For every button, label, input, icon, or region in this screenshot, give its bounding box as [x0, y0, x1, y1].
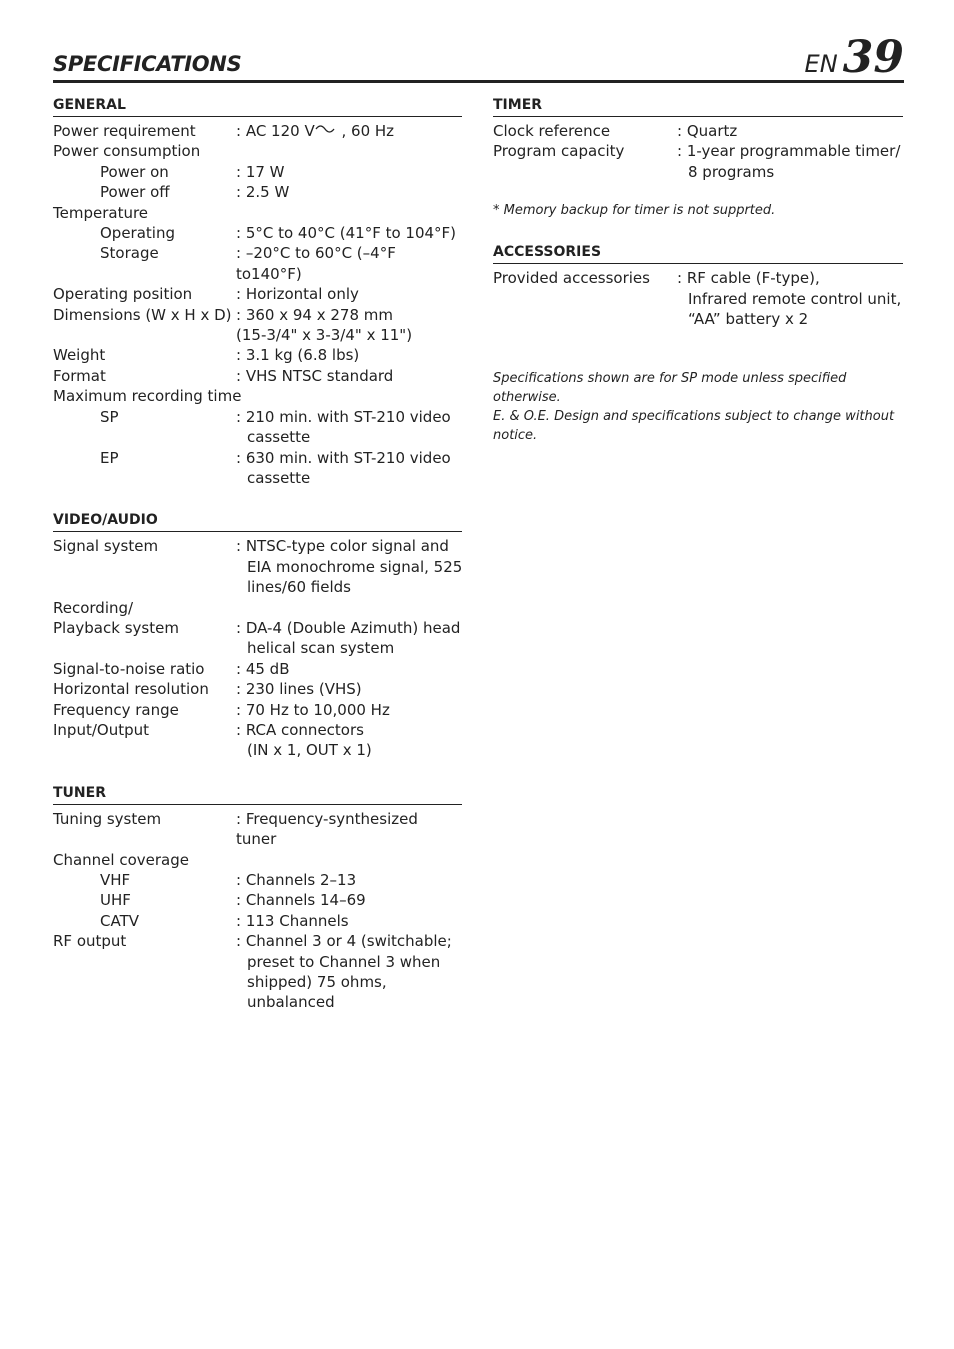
spec-label: Recording/ [53, 598, 134, 617]
spec-value: : 5°C to 40°C (41°F to 104°F) [236, 224, 457, 243]
spec-row [53, 243, 462, 284]
spec-notes [493, 369, 903, 445]
spec-value: : RF cable (F-type), Infrared remote control unit, “AA” battery x 2 [677, 269, 902, 329]
spec-row [53, 121, 462, 141]
spec-value: : 210 min. with ST-210 video cassette [236, 407, 451, 447]
spec-label: Channel coverage [53, 850, 189, 869]
spec-label: Tuning system [53, 809, 162, 828]
spec-value: : Horizontal only [236, 285, 359, 304]
spec-label: Power requirement [53, 122, 196, 140]
spec-row [53, 386, 462, 406]
spec-label: UHF [100, 891, 131, 910]
spec-value: : VHS NTSC standard [236, 366, 394, 385]
spec-label: VHF [100, 871, 131, 889]
spec-label: Operating position [53, 285, 193, 304]
spec-value: : Frequency-synthesized tuner [236, 809, 418, 849]
spec-label: Signal-to-noise ratio [53, 659, 205, 678]
right-column [493, 96, 903, 445]
spec-row [53, 679, 462, 699]
spec-value: : Quartz [677, 122, 738, 140]
general-section [53, 96, 462, 488]
video-audio-heading: VIDEO/AUDIO [53, 511, 462, 532]
spec-value: : NTSC-type color signal and EIA monochrome signal, 525 lines/60 fields [236, 537, 463, 597]
spec-row [53, 141, 462, 161]
spec-row [53, 850, 462, 870]
spec-label: Signal system [53, 537, 159, 556]
spec-row [53, 182, 462, 202]
spec-value: : Channels 14–69 [236, 891, 366, 910]
spec-row [53, 720, 462, 761]
spec-label: Playback system [53, 618, 179, 637]
spec-label: Horizontal resolution [53, 680, 209, 699]
spec-value: : AC 120 V , 60 Hz [236, 122, 395, 140]
spec-value: : 230 lines (VHS) [236, 680, 362, 699]
spec-row [53, 203, 462, 223]
left-column [53, 96, 462, 1036]
page-number-block [804, 32, 904, 83]
spec-label: Clock reference [493, 122, 611, 140]
spec-label: Program capacity [493, 142, 625, 161]
video-audio-section [53, 511, 462, 760]
spec-row [53, 536, 462, 597]
spec-value: : 630 min. with ST-210 video cassette [236, 448, 451, 487]
spec-row [53, 366, 462, 386]
timer-heading: TIMER [493, 96, 903, 117]
tuner-heading: TUNER [53, 784, 462, 805]
spec-row [53, 911, 462, 931]
language-code: EN [804, 50, 838, 78]
page-header [53, 34, 904, 83]
timer-note: * Memory backup for timer is not supprted. [493, 203, 776, 219]
spec-row [493, 121, 903, 141]
spec-value: : DA-4 (Double Azimuth) head helical scan system [236, 618, 461, 658]
spec-value: : 360 x 94 x 278 mm (15-3/4" x 3-3/4" x 11") [236, 305, 413, 345]
spec-value: : Channels 2–13 [236, 871, 357, 889]
spec-label: RF output [53, 932, 127, 951]
accessories-heading: ACCESSORIES [493, 243, 903, 264]
spec-row [493, 268, 903, 329]
spec-row [53, 162, 462, 182]
page-number: 39 [842, 32, 904, 83]
spec-value: : 70 Hz to 10,000 Hz [236, 700, 390, 719]
spec-row [53, 931, 462, 1013]
spec-row [53, 284, 462, 304]
timer-section [493, 96, 903, 220]
general-heading: GENERAL [53, 96, 462, 117]
spec-row [53, 223, 462, 243]
ac-wave-icon [315, 121, 337, 141]
spec-row [53, 345, 462, 365]
spec-label: Power off [100, 183, 170, 202]
spec-label: Operating [100, 224, 175, 243]
spec-value: : 1-year programmable timer/ 8 programs [677, 142, 901, 181]
spec-label: Power on [100, 162, 169, 181]
spec-value: : RCA connectors (IN x 1, OUT x 1) [236, 720, 372, 760]
note-line: otherwise. [493, 390, 561, 406]
spec-label: Dimensions (W x H x D) [53, 305, 232, 324]
spec-value: : 17 W [236, 162, 285, 181]
spec-row [53, 305, 462, 346]
note-line: notice. [493, 428, 538, 444]
spec-label: Frequency range [53, 700, 179, 719]
spec-value: : 2.5 W [236, 183, 290, 202]
spec-row [53, 870, 462, 890]
spec-value: : 3.1 kg (6.8 lbs) [236, 346, 360, 365]
tuner-section [53, 784, 462, 1013]
note-line: Specifications shown are for SP mode unless specified [493, 371, 847, 387]
spec-row [53, 809, 462, 850]
spec-row [493, 141, 903, 182]
spec-label: Provided accessories [493, 269, 650, 288]
spec-label: Format [53, 366, 106, 385]
note-line: E. & O.E. Design and specifications subject to change without [493, 409, 895, 425]
spec-row [53, 448, 462, 489]
spec-row [53, 598, 462, 618]
spec-label: CATV [100, 911, 139, 930]
spec-row [53, 700, 462, 720]
spec-label: Maximum recording time [53, 387, 242, 406]
spec-row [53, 659, 462, 679]
spec-label: Temperature [53, 203, 149, 222]
spec-value: : –20°C to 60°C (–4°F to140°F) [236, 244, 396, 283]
spec-row [53, 618, 462, 659]
spec-label: SP [100, 407, 119, 426]
spec-value: : Channel 3 or 4 (switchable; preset to Channel 3 when shipped) 75 ohms, unbalanced [236, 932, 452, 1012]
spec-label: Power consumption [53, 142, 201, 161]
spec-value: : 113 Channels [236, 911, 349, 930]
spec-row [53, 407, 462, 448]
spec-value: : 45 dB [236, 659, 290, 678]
page-title: SPECIFICATIONS [53, 52, 242, 76]
spec-label: EP [100, 448, 119, 467]
spec-label: Storage [100, 244, 159, 263]
spec-label: Weight [53, 346, 106, 365]
spec-row [53, 890, 462, 910]
spec-label: Input/Output [53, 720, 149, 739]
accessories-section [493, 243, 903, 329]
